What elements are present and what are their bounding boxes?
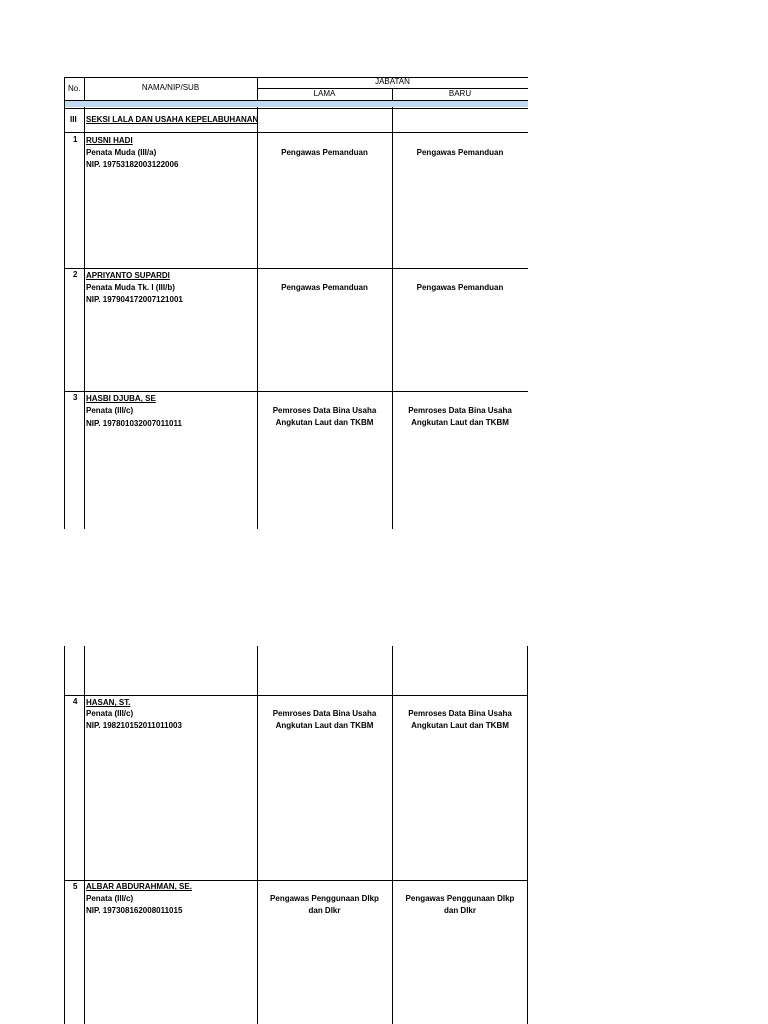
employee-rank: Penata Muda Tk. I (III/b) <box>86 283 175 292</box>
position-lama: Pengawas Pemanduan <box>281 283 368 292</box>
row-divider <box>65 391 528 392</box>
header-lama: LAMA <box>313 89 336 98</box>
column-divider <box>257 77 258 529</box>
position-lama: Pengawas Pemanduan <box>281 148 368 157</box>
row-number: 2 <box>73 270 78 279</box>
section-bottom-border <box>65 132 528 133</box>
header-no: No. <box>68 84 81 93</box>
position-baru: Pemroses Data Bina Usaha Angkutan Laut dan TKBM <box>408 709 512 730</box>
row-number: 3 <box>73 393 78 402</box>
position-lama: Pemroses Data Bina Usaha Angkutan Laut dan TKBM <box>272 709 377 730</box>
header-baru: BARU <box>448 89 472 98</box>
right-border <box>527 646 528 1024</box>
employee-rank: Penata (III/c) <box>86 406 134 415</box>
employee-name: ALBAR ABDURAHMAN, SE. <box>86 882 192 891</box>
employee-rank: Penata (III/c) <box>86 709 134 718</box>
section-number: III <box>70 115 77 124</box>
row-divider <box>65 268 528 269</box>
row-number: 5 <box>73 882 78 891</box>
employee-nip: NIP. 197308162008011015 <box>86 906 183 915</box>
column-divider <box>84 646 85 1024</box>
section-title: SEKSI LALA DAN USAHA KEPELABUHANAN <box>86 115 259 124</box>
header-jabatan: JABATAN <box>375 77 410 86</box>
employee-nip: NIP. 198210152011011003 <box>86 721 182 730</box>
employee-name: RUSNI HADI <box>86 136 133 145</box>
employee-name: APRIYANTO SUPARDI <box>86 271 170 280</box>
position-lama: Pemroses Data Bina Usaha Angkutan Laut dan TKBM <box>272 406 377 427</box>
position-baru: Pengawas Pemanduan <box>416 148 504 157</box>
position-baru: Pengawas Penggunaan Dlkp dan Dlkr <box>405 894 515 915</box>
employee-rank: Penata Muda (III/a) <box>86 148 157 157</box>
column-divider <box>392 646 393 1024</box>
employee-nip: NIP. 19753182003122006 <box>86 160 179 169</box>
header-nama: NAMA/NIP/SUB <box>141 83 200 92</box>
row-number: 1 <box>73 135 78 144</box>
employee-nip: NIP. 197801032007011011 <box>86 419 182 428</box>
band-border <box>65 108 528 109</box>
position-baru: Pengawas Pemanduan <box>416 283 504 292</box>
employee-rank: Penata (III/c) <box>86 894 134 903</box>
position-lama: Pengawas Penggunaan Dlkp dan Dlkr <box>270 894 379 915</box>
table-page-2 <box>64 646 528 1024</box>
header-shade-band <box>65 101 528 107</box>
table-page-1 <box>64 77 528 529</box>
position-baru: Pemroses Data Bina Usaha Angkutan Laut dan TKBM <box>408 406 512 427</box>
employee-nip: NIP. 197904172007121001 <box>86 295 183 304</box>
row-number: 4 <box>73 697 78 706</box>
row-divider <box>65 695 528 696</box>
employee-name: HASAN, ST. <box>86 698 131 707</box>
column-divider <box>84 77 85 529</box>
column-divider <box>257 646 258 1024</box>
employee-name: HASBI DJUBA, SE <box>86 394 156 403</box>
